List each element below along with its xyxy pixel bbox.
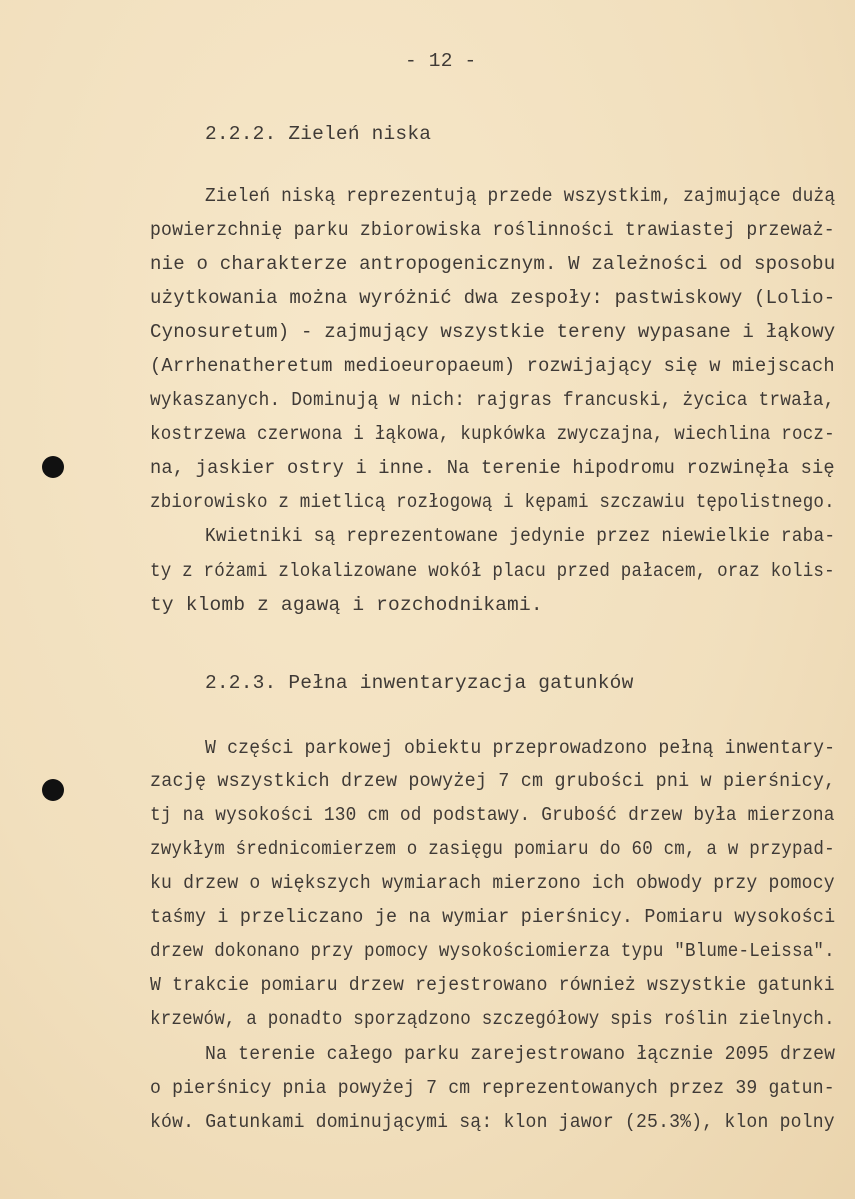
paragraph-line: ku drzew o większych wymiarach mierzono ich obwody przy pomocy xyxy=(150,872,835,894)
section-heading-2-2-3: 2.2.3. Pełna inwentaryzacja gatunków xyxy=(205,672,634,694)
paragraph-line: Na terenie całego parku zarejestrowano łącznie 2095 drzew xyxy=(205,1043,836,1065)
paragraph-line: W części parkowej obiektu przeprowadzono pełną inwentary- xyxy=(205,737,836,759)
paragraph-line: ty klomb z agawą i rozchodnikami. xyxy=(150,594,543,616)
paragraph-line: Zieleń niską reprezentują przede wszystkim, zajmujące dużą xyxy=(205,185,836,207)
paragraph-line: drzew dokonano przy pomocy wysokościomierza typu "Blume-Leissa". xyxy=(150,940,835,962)
section-heading-2-2-2: 2.2.2. Zieleń niska xyxy=(205,123,432,145)
paragraph-line: taśmy i przeliczano je na wymiar pierśnicy. Pomiaru wysokości xyxy=(150,906,836,928)
paragraph-line: użytkowania można wyróżnić dwa zespoły: pastwiskowy (Lolio- xyxy=(150,287,836,309)
punch-hole xyxy=(42,456,64,478)
paragraph-line: kostrzewa czerwona i łąkowa, kupkówka zwyczajna, wiechlina rocz- xyxy=(150,423,835,445)
paragraph-line: ty z różami zlokalizowane wokół placu przed pałacem, oraz kolis- xyxy=(150,560,835,582)
paragraph-line: tj na wysokości 130 cm od podstawy. Grubość drzew była mierzona xyxy=(150,804,835,826)
paragraph-line: (Arrhenatheretum medioeuropaeum) rozwijający się w miejscach xyxy=(150,355,835,377)
paragraph-line: ków. Gatunkami dominującymi są: klon jawor (25.3%), klon polny xyxy=(150,1111,835,1133)
page-number: - 12 - xyxy=(405,50,477,72)
paragraph-line: W trakcie pomiaru drzew rejestrowano również wszystkie gatunki xyxy=(150,974,835,996)
punch-hole xyxy=(42,779,64,801)
paragraph-line: zbiorowisko z mietlicą rozłogową i kępami szczawiu tępolistnego. xyxy=(150,491,835,513)
paragraph-line: Kwietniki są reprezentowane jedynie przez niewielkie raba- xyxy=(205,525,836,547)
paragraph-line: na, jaskier ostry i inne. Na terenie hipodromu rozwinęła się xyxy=(150,457,835,479)
paragraph-line: powierzchnię parku zbiorowiska roślinności trawiastej przeważ- xyxy=(150,219,835,241)
paragraph-line: Cynosuretum) - zajmujący wszystkie tereny wypasane i łąkowy xyxy=(150,321,836,343)
paragraph-line: wykaszanych. Dominują w nich: rajgras francuski, życica trwała, xyxy=(150,389,835,411)
paragraph-line: zację wszystkich drzew powyżej 7 cm grubości pni w pierśnicy, xyxy=(150,770,836,792)
paragraph-line: o pierśnicy pnia powyżej 7 cm reprezentowanych przez 39 gatun- xyxy=(150,1077,835,1099)
paragraph-line: nie o charakterze antropogenicznym. W zależności od sposobu xyxy=(150,253,836,275)
paragraph-line: krzewów, a ponadto sporządzono szczegółowy spis roślin zielnych. xyxy=(150,1008,835,1030)
paragraph-line: zwykłym średnicomierzem o zasięgu pomiaru do 60 cm, a w przypad- xyxy=(150,838,835,860)
